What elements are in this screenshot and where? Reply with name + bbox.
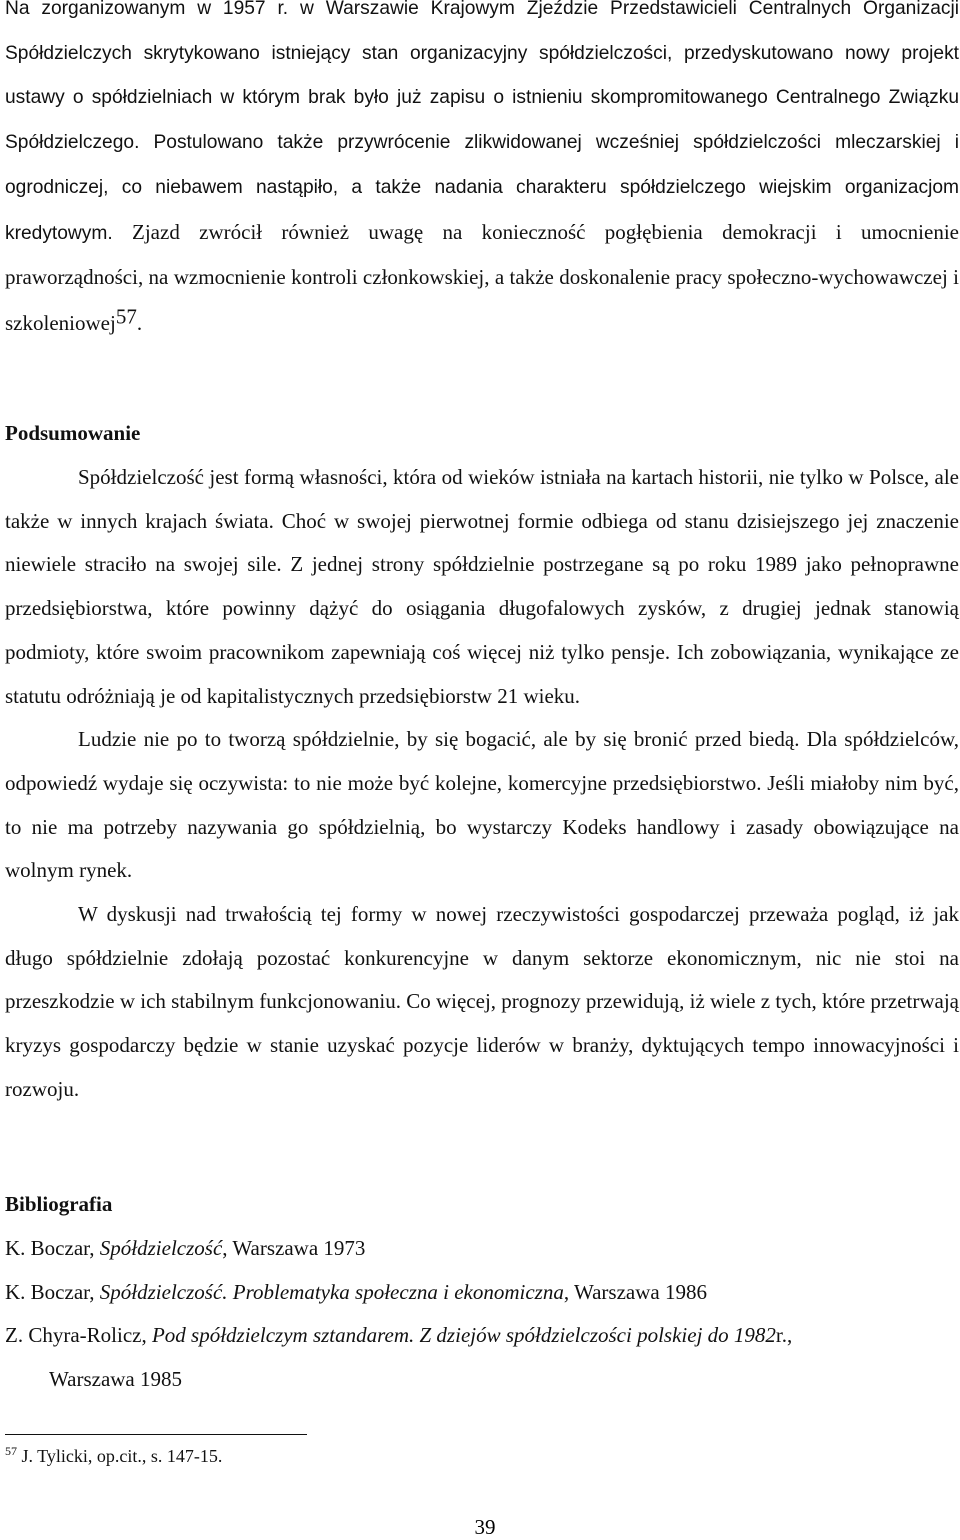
summary-paragraph-3: W dyskusji nad trwałością tej formy w nowej rzeczywistości gospodarczej przeważa pogląd, iż jak długo spółdzielnie zdołają pozostać konkurencyjne w danym sektorze ekonomicznym, nic nie stoi na przeszkodzie w ich stabilnym funkcjonowaniu. Co więcej, prognozy przewidują, iż wiele z tych, które przetrwają kryzys gospodarczy będzie w stanie uzyskać pozycje liderów w branży, dyktujących tempo innowacyjności i rozwoju. <box>5 902 959 1101</box>
summary-section <box>5 456 959 1112</box>
bibliography-entry <box>5 1227 959 1271</box>
intro-text-part-3: Zjazd zwrócił również uwagę na konieczność pogłębienia demokracji i umocnienie praworządności, na wzmocnienie kontroli członkowskiej, a także doskonalenie pracy społeczno-wychowawczej i szkoleniowej <box>5 219 959 335</box>
bibliography-entry-continuation: Warszawa 1985 <box>49 1367 183 1392</box>
intro-text-part-1: Na zorganizowanym w 1957 r. w Warszawie Krajowym Zjeździe Przedstawicieli Centralnych Organizacji Spółdzielczych skrytykowano istniejący stan organizacyjny spółdzielczości, przedyskutowano nowy projekt ustawy o spółdzielniach w którym brak było już zapisu o istnieniu skompromitowanego Centralnego Związku Spółdzielczego. <box>5 0 959 154</box>
bib-rest: , Warszawa 1986 <box>563 1279 707 1304</box>
bib-title: Spółdzielczość. Problematyka społeczna i ekonomiczna <box>99 1279 564 1304</box>
summary-paragraph-1: Spółdzielczość jest formą własności, która od wieków istniała na kartach historii, nie tylko w Polsce, ale także w innych krajach świata. Choć w swojej pierwotnej formie odbiega od stanu dzisiejszego jej znaczenie niewiele straciło na swojej sile. Z jednej strony spółdzielnie postrzegane są po roku 1989 jako pełnoprawne przedsiębiorstwa, które powinny dążyć do osiągania długofalowych zysków, z drugiej jednak stanowią podmioty, które swoim pracownikom zapewniają coś więcej niż tylko pensje. Ich zobowiązania, wynikające ze statutu odróżniają je od kapitalistycznych przedsiębiorstw 21 wieku. <box>5 465 959 708</box>
intro-paragraph <box>5 0 959 348</box>
footnote-ref: 57 <box>115 304 137 329</box>
bibliography-list <box>5 1227 959 1402</box>
bibliography-heading: Bibliografia <box>5 1192 113 1216</box>
footnote-text: J. Tylicki, op.cit., s. 147-15. <box>17 1446 223 1466</box>
footnote-separator <box>5 1434 307 1435</box>
bib-title: Pod spółdzielczym sztandarem. Z dziejów spółdzielczości polskiej do 1982 <box>151 1323 776 1348</box>
page-number: 39 <box>474 1515 496 1539</box>
bib-author: Z. Chyra-Rolicz, <box>5 1323 152 1348</box>
bibliography-entry <box>5 1314 959 1358</box>
summary-paragraph-2: Ludzie nie po to tworzą spółdzielnie, by się bogacić, ale by się bronić przed biedą. Dla spółdzielców, odpowiedź wydaje się oczywista: to nie może być kolejne, komercyjne przedsiębiorstwo. Jeśli miałoby nim być, to nie ma potrzeby nazywania go spółdzielnią, bo wystarczy Kodeks handlowy i zasady obowiązujące na wolnym rynek. <box>5 727 959 883</box>
bibliography-entry <box>5 1271 959 1315</box>
bib-author: K. Boczar, <box>5 1279 100 1304</box>
footnote-number: 57 <box>5 1444 17 1458</box>
intro-text-part-2: Postulowano także przywrócenie zlikwidowanej wcześniej spółdzielczości mleczarskiej i ogrodniczej, co niebawem nastąpiło, a także nadania charakteru spółdzielczego wiejskim organizacjom kredytowym. <box>5 132 959 244</box>
intro-text-end: . <box>136 310 143 335</box>
bib-rest: r., <box>775 1323 793 1348</box>
footnote <box>5 1446 222 1467</box>
bib-title: Spółdzielczość <box>99 1236 223 1260</box>
bib-author: K. Boczar, <box>5 1236 100 1260</box>
bib-rest: , Warszawa 1973 <box>222 1236 366 1260</box>
summary-heading: Podsumowanie <box>5 421 141 445</box>
